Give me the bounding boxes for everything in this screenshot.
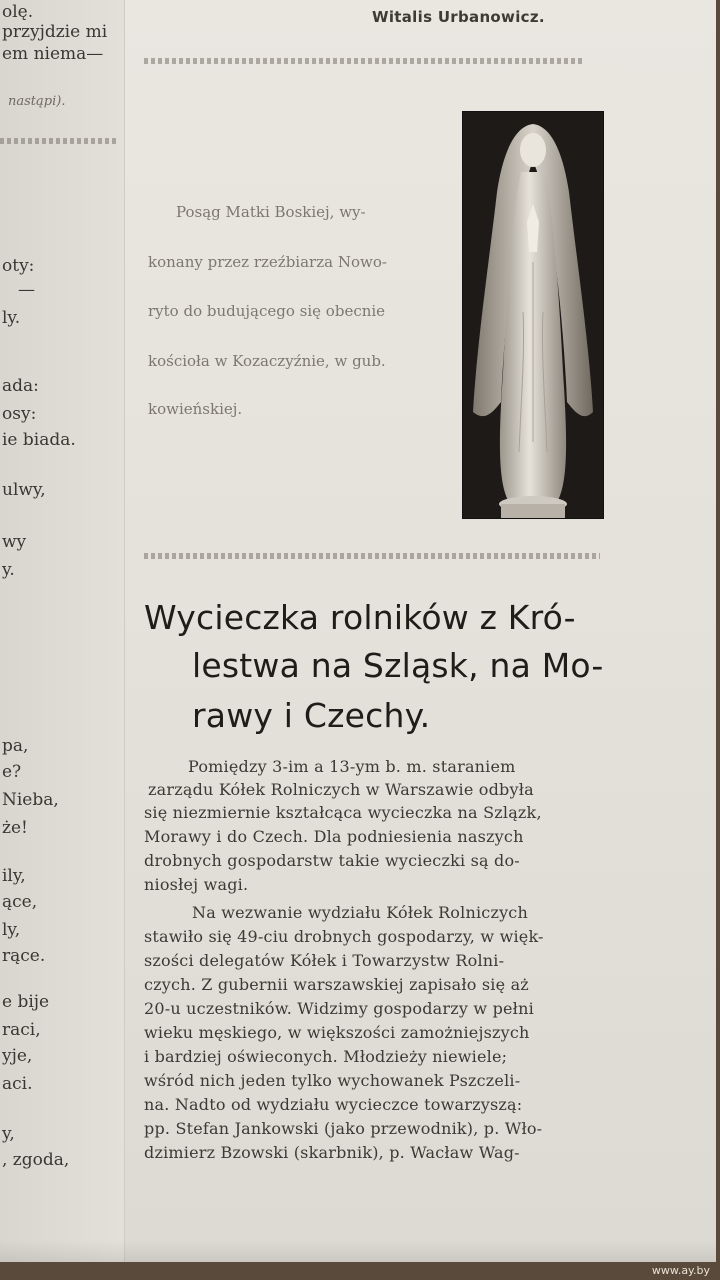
- left-column-divider: [0, 138, 118, 144]
- article-body-line: wśród nich jeden tylko wychowanek Pszczeli-: [144, 1071, 521, 1090]
- left-line: ulwy,: [2, 480, 46, 500]
- left-line: pa,: [2, 736, 29, 756]
- left-line: oty:: [2, 256, 35, 276]
- section-divider-middle: [144, 553, 600, 559]
- caption-line: konany przez rzeźbiarza Nowo-: [148, 253, 387, 271]
- caption-line: Posąg Matki Boskiej, wy-: [176, 203, 366, 221]
- page-bottom-shadow: [0, 1240, 716, 1262]
- left-line: —: [18, 280, 35, 300]
- left-line: y.: [2, 560, 15, 580]
- article-body-line: Pomiędzy 3-im a 13-ym b. m. staraniem: [188, 757, 516, 776]
- madonna-statue-photo: [462, 111, 604, 519]
- article-body-line: stawiło się 49-ciu drobnych gospodarzy, w więk-: [144, 927, 544, 946]
- article-title-line: rawy i Czechy.: [192, 696, 431, 735]
- left-line: e?: [2, 762, 22, 782]
- left-line: ie biada.: [2, 430, 76, 450]
- caption-line: kowieńskiej.: [148, 400, 243, 418]
- left-line: e bije: [2, 992, 50, 1012]
- article-title-line: lestwa na Szląsk, na Mo-: [192, 646, 604, 685]
- left-line: że!: [2, 818, 28, 838]
- left-line: ada:: [2, 376, 39, 396]
- article-title-line: Wycieczka rolników z Kró-: [144, 598, 576, 637]
- left-column-fragment: [0, 0, 125, 1262]
- left-line: nastąpi).: [8, 94, 66, 109]
- article-body-line: i bardziej oświeconych. Młodzieży niewiele;: [144, 1047, 508, 1066]
- article-body-line: Na wezwanie wydziału Kółek Rolniczych: [192, 903, 528, 922]
- left-line: rące.: [2, 946, 46, 966]
- article-body-line: wieku męskiego, w większości zamożniejszych: [144, 1023, 530, 1042]
- article-body-line: szości delegatów Kółek i Towarzystw Rolni-: [144, 951, 505, 970]
- left-line: em niema—: [2, 44, 104, 64]
- left-line: aci.: [2, 1074, 33, 1094]
- watermark: www.ay.by: [651, 1264, 710, 1277]
- left-line: ące,: [2, 892, 38, 912]
- article-body-line: drobnych gospodarstw takie wycieczki są do-: [144, 851, 520, 870]
- left-line: przyjdzie mi: [2, 22, 108, 42]
- caption-line: kościoła w Kozaczyźnie, w gub.: [148, 352, 386, 370]
- left-line: ily,: [2, 866, 26, 886]
- left-line: wy: [2, 532, 27, 552]
- left-line: ly,: [2, 920, 21, 940]
- left-line: raci,: [2, 1020, 41, 1040]
- section-divider-top: [144, 58, 584, 64]
- article-body-line: 20-u uczestników. Widzimy gospodarzy w pełni: [144, 999, 534, 1018]
- article-body-line: na. Nadto od wydziału wycieczce towarzyszą:: [144, 1095, 523, 1114]
- left-line: , zgoda,: [2, 1150, 70, 1170]
- left-line: osy:: [2, 404, 37, 424]
- article-body-line: niosłej wagi.: [144, 875, 249, 894]
- article-body-line: zarządu Kółek Rolniczych w Warszawie odbyła: [148, 780, 534, 799]
- left-line: yje,: [2, 1046, 33, 1066]
- article-body-line: się niezmiernie kształcąca wycieczka na Szlązk,: [144, 803, 542, 822]
- left-line: olę.: [2, 2, 34, 22]
- article-body-line: dzimierz Bzowski (skarbnik), p. Wacław Wag-: [144, 1143, 520, 1162]
- article-body-line: Morawy i do Czech. Dla podniesienia naszych: [144, 827, 524, 846]
- left-line: Nieba,: [2, 790, 59, 810]
- article-body-line: czych. Z gubernii warszawskiej zapisało się aż: [144, 975, 529, 994]
- caption-line: ryto do budującego się obecnie: [148, 302, 386, 320]
- statue-illustration: [463, 112, 603, 518]
- author-signature: Witalis Urbanowicz.: [372, 8, 545, 26]
- left-line: y,: [2, 1124, 15, 1144]
- article-body-line: pp. Stefan Jankowski (jako przewodnik), p. Wło-: [144, 1119, 543, 1138]
- left-line: ly.: [2, 308, 21, 328]
